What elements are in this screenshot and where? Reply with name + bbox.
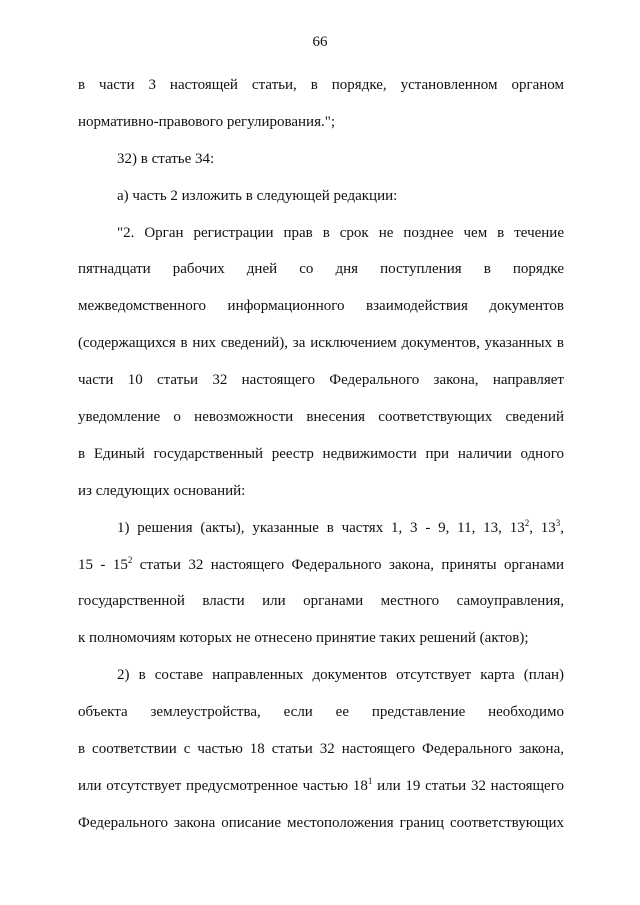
text-line: Федерального закона описание местоположения границ соответствующих [78,814,564,831]
text-line: объекта землеустройства, если ее представление необходимо [78,704,564,721]
text-line: межведомственного информационного взаимодействия документов [78,298,564,315]
text-line: в части 3 настоящей статьи, в порядке, установленном органом [78,77,564,93]
text-line: 32) в статье 34: [117,150,215,167]
text-line: (содержащихся в них сведений), за исключением документов, указанных в [78,335,564,352]
text-line: к полномочиям которых не отнесено принятие таких решений (актов); [78,630,529,647]
text-line: в соответствии с частью 18 статьи 32 настоящего Федерального закона, [78,741,564,758]
text-line: из следующих оснований: [78,482,246,499]
text-line: государственной власти или органами местного самоуправления, [78,593,564,610]
text-line: пятнадцати рабочих дней со дня поступления в порядке [78,261,564,278]
document-body [78,70,564,845]
text-line: или отсутствует предусмотренное частью $18^1$ или 19 статьи 32 настоящего [78,775,564,794]
text-line: нормативно-правового регулирования."; [78,113,336,130]
text-line: "2. Орган регистрации прав в срок не позднее чем в течение [117,224,564,241]
text-line: 1) решения (акты), указанные в частях 1, 3 - 9, 11, 13, $13^2$, $13^3$, [117,517,564,536]
text-line: части 10 статьи 32 настоящего Федерального закона, направляет [78,372,564,389]
text-line: 2) в составе направленных документов отсутствует карта (план) [117,667,564,684]
text-line: $15 - 15^2$ статьи 32 настоящего Федерального закона, приняты органами [78,554,564,573]
page-number: 66 [312,34,328,50]
text-line: а) часть 2 изложить в следующей редакции: [117,187,398,204]
text-line: в Единый государственный реестр недвижимости при наличии одного [78,445,564,462]
text-line: уведомление о невозможности внесения соответствующих сведений [78,409,564,426]
